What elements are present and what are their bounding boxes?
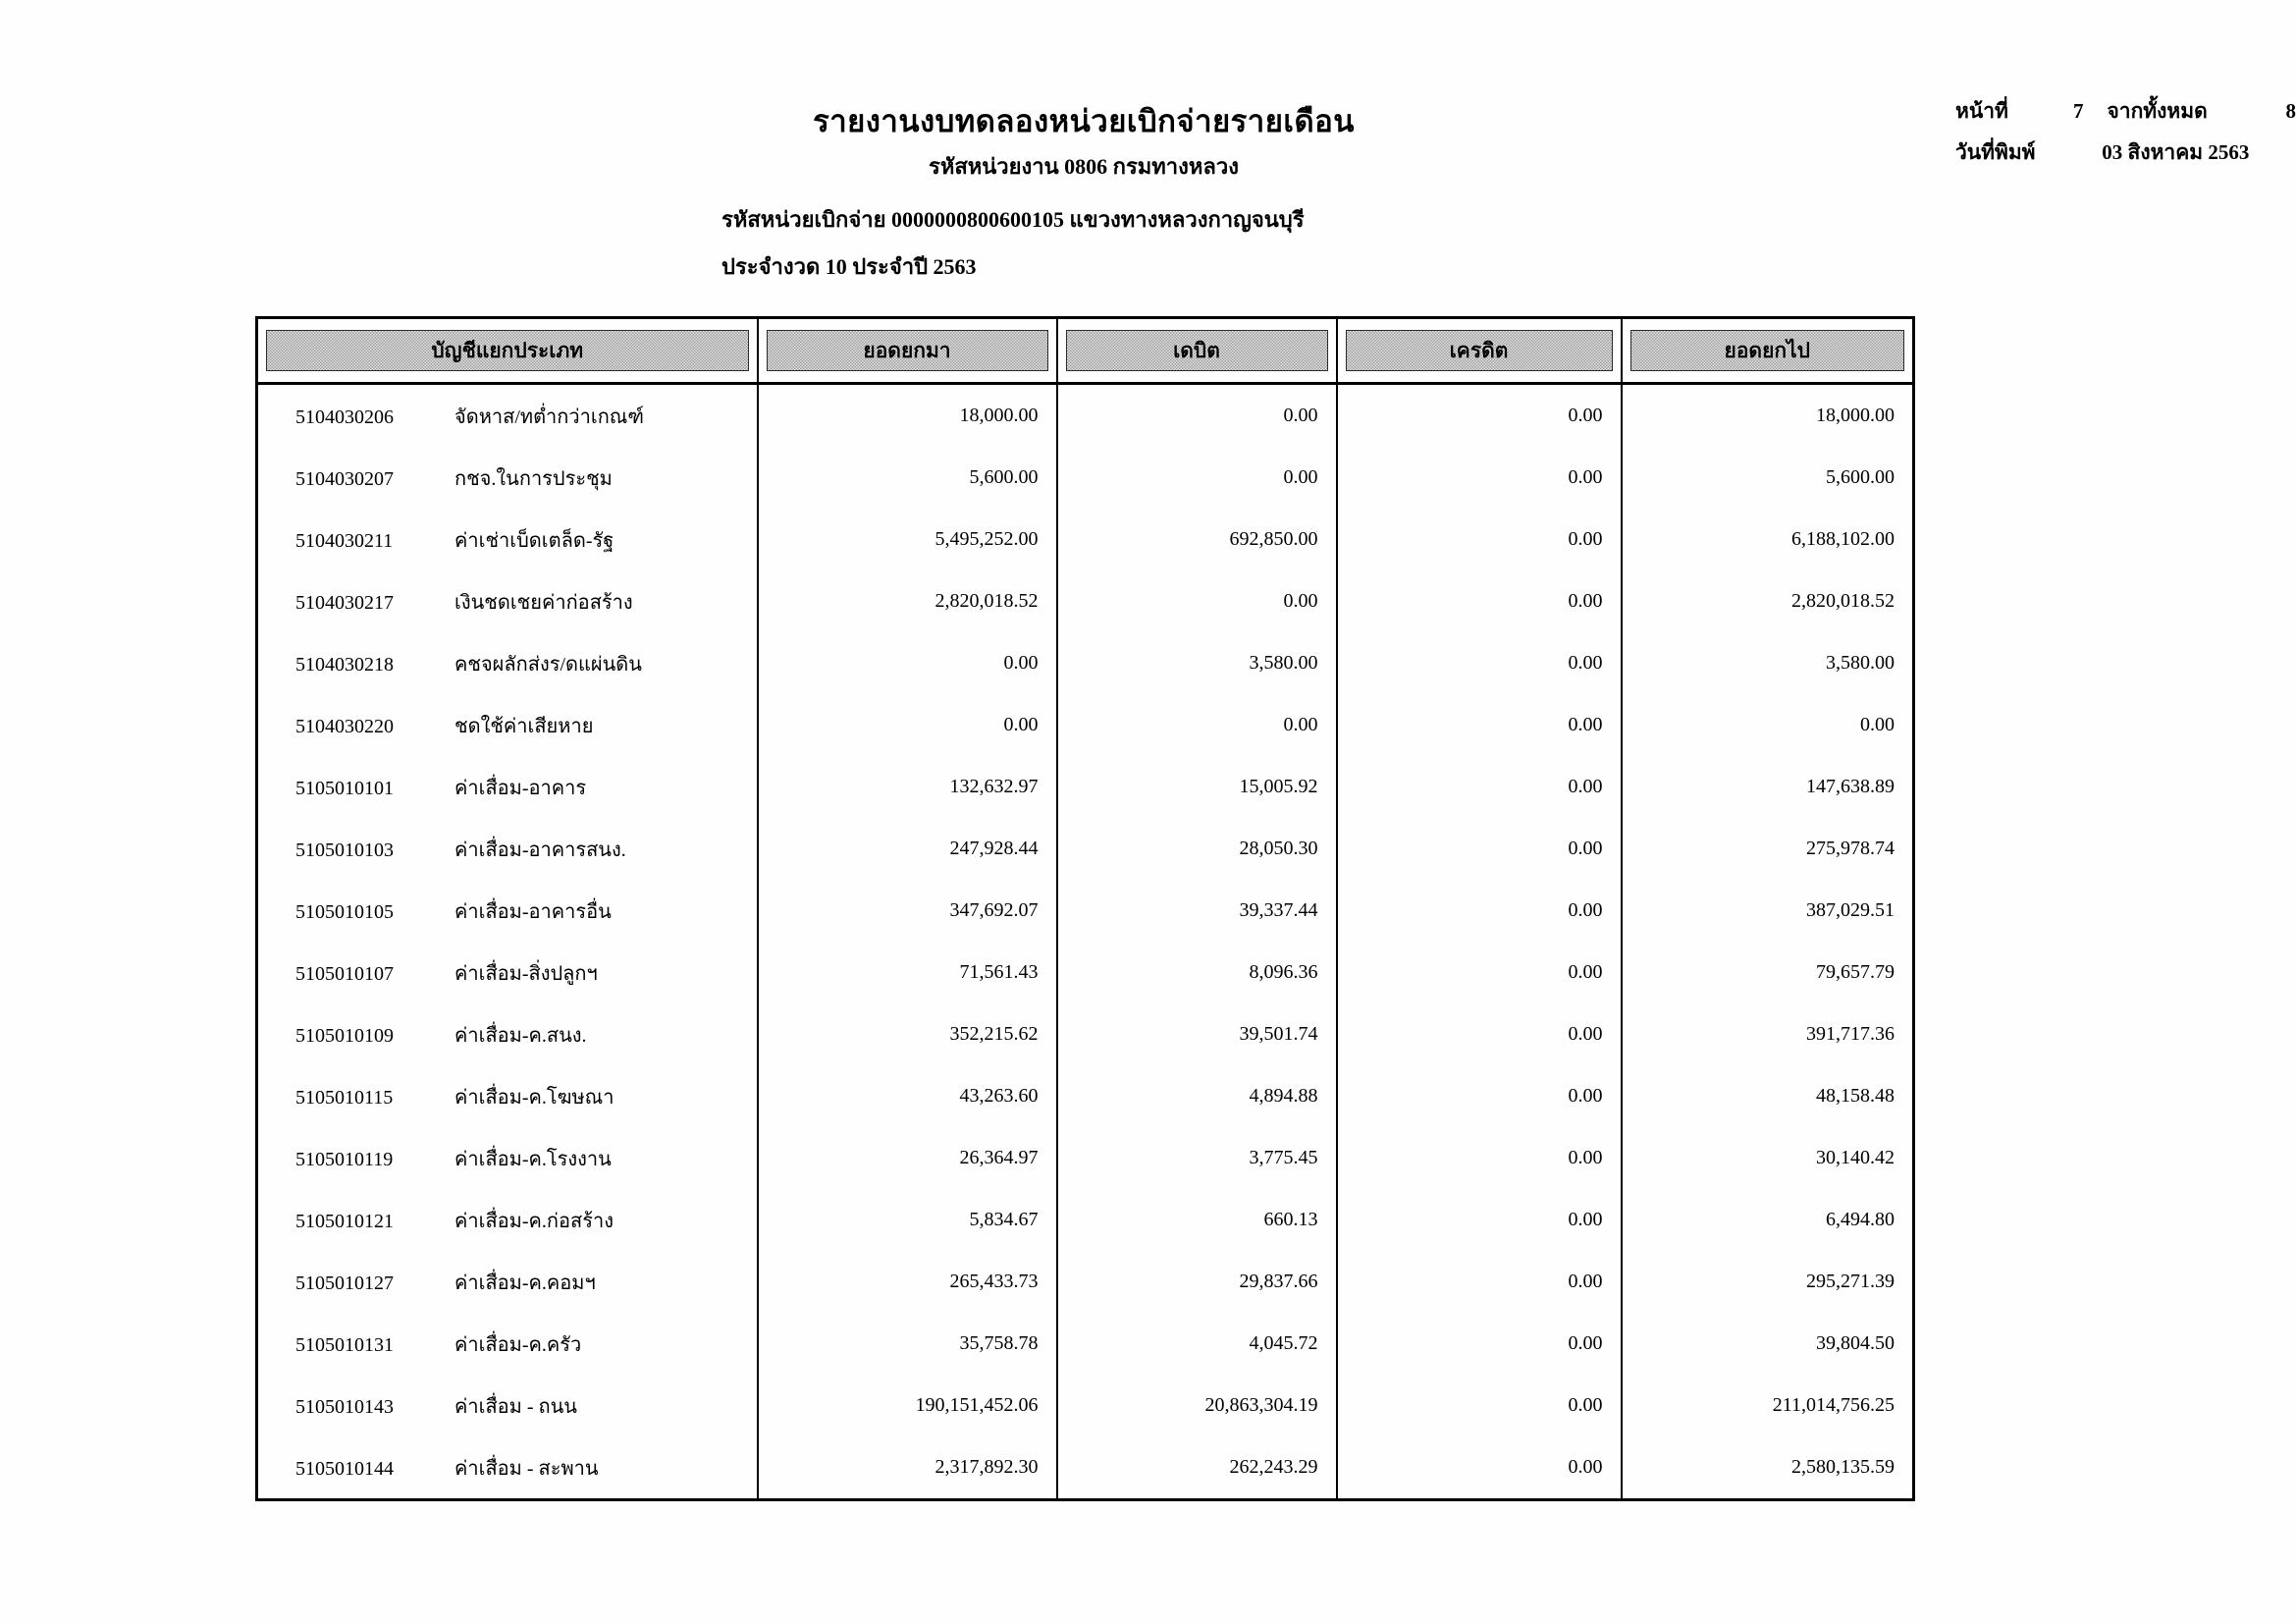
account-code: 5105010103 [295, 839, 394, 861]
account-name: ค่าเสื่อม - สะพาน [454, 1457, 599, 1480]
account-name: กชจ.ในการประชุม [454, 467, 613, 490]
table-row [257, 1313, 1914, 1375]
report-title: รายงานงบทดลองหน่วยเบิกจ่ายรายเดือน [813, 104, 1355, 138]
account-cell [257, 1313, 758, 1375]
account-name: ค่าเสื่อม-อาคาร [454, 777, 587, 799]
table-row [257, 756, 1914, 818]
column-header-label: ยอดยกไป [1630, 330, 1905, 371]
account-cell [257, 1251, 758, 1313]
carried-forward-header [1622, 318, 1914, 384]
credit-value: 0.00 [1337, 818, 1622, 880]
account-cell [257, 1127, 758, 1189]
credit-value: 0.00 [1337, 632, 1622, 694]
table-row [257, 1003, 1914, 1065]
account-cell [257, 384, 758, 448]
brought-forward-value: 132,632.97 [758, 756, 1057, 818]
carried-forward-value: 211,014,756.25 [1622, 1375, 1914, 1436]
account-name: ค่าเช่าเบ็ดเตล็ด-รัฐ [454, 529, 614, 552]
debit-value: 0.00 [1057, 694, 1337, 756]
account-cell [257, 880, 758, 942]
account-name: จัดหาส/ทต่ำกว่าเกณฑ์ [454, 406, 644, 428]
table-row [257, 384, 1914, 448]
account-code: 5105010115 [295, 1086, 394, 1109]
debit-value: 39,501.74 [1057, 1003, 1337, 1065]
page-meta [1955, 90, 2296, 173]
column-header-label: เครดิต [1346, 330, 1613, 371]
carried-forward-value: 6,188,102.00 [1622, 509, 1914, 570]
table-row [257, 880, 1914, 942]
disbursement-unit-line: รหัสหน่วยเบิกจ่าย 0000000800600105 แขวงทางหลวงกาญจนบุรี [721, 207, 1305, 232]
brought-forward-value: 5,600.00 [758, 447, 1057, 509]
account-code: 5105010143 [295, 1395, 394, 1418]
account-code: 5104030211 [295, 529, 394, 552]
ledger-table [255, 316, 1915, 1501]
table-row [257, 942, 1914, 1003]
table-row [257, 1436, 1914, 1500]
account-cell [257, 1065, 758, 1127]
page-number-line [1955, 90, 2296, 132]
account-name: ค่าเสื่อม-ค.สนง. [454, 1024, 587, 1047]
table-row [257, 694, 1914, 756]
account-name: คชจผลักส่งร/ดแผ่นดิน [454, 653, 642, 676]
brought-forward-value: 35,758.78 [758, 1313, 1057, 1375]
column-header-label: บัญชีแยกประเภท [266, 330, 749, 371]
debit-value: 0.00 [1057, 384, 1337, 448]
account-cell [257, 694, 758, 756]
account-code: 5105010144 [295, 1457, 394, 1480]
table-row [257, 1189, 1914, 1251]
account-name: ค่าเสื่อม-ค.ก่อสร้าง [454, 1210, 614, 1232]
debit-header [1057, 318, 1337, 384]
carried-forward-value: 387,029.51 [1622, 880, 1914, 942]
brought-forward-value: 265,433.73 [758, 1251, 1057, 1313]
column-header-label: เดบิต [1066, 330, 1328, 371]
debit-value: 0.00 [1057, 570, 1337, 632]
debit-value: 692,850.00 [1057, 509, 1337, 570]
print-date-line [1955, 132, 2296, 173]
debit-value: 262,243.29 [1057, 1436, 1337, 1500]
carried-forward-value: 30,140.42 [1622, 1127, 1914, 1189]
carried-forward-value: 18,000.00 [1622, 384, 1914, 448]
brought-forward-header [758, 318, 1057, 384]
table-row [257, 632, 1914, 694]
account-code: 5104030206 [295, 406, 394, 428]
account-cell [257, 942, 758, 1003]
credit-value: 0.00 [1337, 447, 1622, 509]
credit-value: 0.00 [1337, 1313, 1622, 1375]
account-cell [257, 1189, 758, 1251]
debit-value: 3,580.00 [1057, 632, 1337, 694]
account-code: 5104030218 [295, 653, 394, 676]
table-row [257, 570, 1914, 632]
carried-forward-value: 5,600.00 [1622, 447, 1914, 509]
account-name: ค่าเสื่อม-สิ่งปลูกฯ [454, 962, 598, 985]
debit-value: 20,863,304.19 [1057, 1375, 1337, 1436]
account-code: 5105010107 [295, 962, 394, 985]
carried-forward-value: 295,271.39 [1622, 1251, 1914, 1313]
credit-value: 0.00 [1337, 756, 1622, 818]
column-header-label: ยอดยกมา [767, 330, 1048, 371]
account-code: 5105010101 [295, 777, 394, 799]
carried-forward-value: 3,580.00 [1622, 632, 1914, 694]
carried-forward-value: 147,638.89 [1622, 756, 1914, 818]
brought-forward-value: 2,820,018.52 [758, 570, 1057, 632]
debit-value: 15,005.92 [1057, 756, 1337, 818]
credit-header [1337, 318, 1622, 384]
account-code: 5105010131 [295, 1333, 394, 1356]
brought-forward-value: 247,928.44 [758, 818, 1057, 880]
account-code: 5105010105 [295, 900, 394, 923]
brought-forward-value: 71,561.43 [758, 942, 1057, 1003]
table-row [257, 1251, 1914, 1313]
agency-code-line: รหัสหน่วยงาน 0806 กรมทางหลวง [929, 154, 1239, 179]
brought-forward-value: 26,364.97 [758, 1127, 1057, 1189]
print-date-label: วันที่พิมพ์ [1955, 140, 2036, 164]
account-cell [257, 1003, 758, 1065]
account-name: ค่าเสื่อม-ค.ครัว [454, 1333, 582, 1356]
credit-value: 0.00 [1337, 880, 1622, 942]
account-cell [257, 1375, 758, 1436]
credit-value: 0.00 [1337, 1127, 1622, 1189]
table-row [257, 1127, 1914, 1189]
account-code: 5104030220 [295, 715, 394, 737]
debit-value: 29,837.66 [1057, 1251, 1337, 1313]
table-row [257, 1065, 1914, 1127]
account-code: 5105010119 [295, 1148, 394, 1170]
account-cell [257, 447, 758, 509]
brought-forward-value: 5,834.67 [758, 1189, 1057, 1251]
carried-forward-value: 6,494.80 [1622, 1189, 1914, 1251]
brought-forward-value: 2,317,892.30 [758, 1436, 1057, 1500]
period-line: ประจำงวด 10 ประจำปี 2563 [721, 254, 977, 279]
table-row [257, 509, 1914, 570]
debit-value: 28,050.30 [1057, 818, 1337, 880]
debit-value: 39,337.44 [1057, 880, 1337, 942]
account-code: 5105010127 [295, 1272, 394, 1294]
debit-value: 660.13 [1057, 1189, 1337, 1251]
debit-value: 4,045.72 [1057, 1313, 1337, 1375]
account-code: 5105010109 [295, 1024, 394, 1047]
brought-forward-value: 43,263.60 [758, 1065, 1057, 1127]
account-name: ค่าเสื่อม-ค.คอมฯ [454, 1272, 596, 1294]
account-name: ชดใช้ค่าเสียหาย [454, 715, 594, 737]
brought-forward-value: 190,151,452.06 [758, 1375, 1057, 1436]
account-cell [257, 756, 758, 818]
carried-forward-value: 275,978.74 [1622, 818, 1914, 880]
account-cell [257, 632, 758, 694]
table-row [257, 1375, 1914, 1436]
account-name: ค่าเสื่อม - ถนน [454, 1395, 577, 1418]
brought-forward-value: 5,495,252.00 [758, 509, 1057, 570]
account-name: ค่าเสื่อม-อาคารอื่น [454, 900, 612, 923]
debit-value: 4,894.88 [1057, 1065, 1337, 1127]
credit-value: 0.00 [1337, 570, 1622, 632]
carried-forward-value: 2,820,018.52 [1622, 570, 1914, 632]
account-code: 5104030207 [295, 467, 394, 490]
credit-value: 0.00 [1337, 1189, 1622, 1251]
credit-value: 0.00 [1337, 1436, 1622, 1500]
page-label: หน้าที่ [1955, 99, 2008, 123]
carried-forward-value: 0.00 [1622, 694, 1914, 756]
credit-value: 0.00 [1337, 1065, 1622, 1127]
account-header [257, 318, 758, 384]
credit-value: 0.00 [1337, 1375, 1622, 1436]
credit-value: 0.00 [1337, 1251, 1622, 1313]
carried-forward-value: 39,804.50 [1622, 1313, 1914, 1375]
carried-forward-value: 48,158.48 [1622, 1065, 1914, 1127]
account-code: 5104030217 [295, 591, 394, 614]
page-number: 7 [2073, 99, 2084, 123]
carried-forward-value: 2,580,135.59 [1622, 1436, 1914, 1500]
table-row [257, 447, 1914, 509]
total-pages-label: จากทั้งหมด [2107, 99, 2208, 123]
credit-value: 0.00 [1337, 1003, 1622, 1065]
account-cell [257, 818, 758, 880]
brought-forward-value: 0.00 [758, 694, 1057, 756]
debit-value: 3,775.45 [1057, 1127, 1337, 1189]
account-cell [257, 570, 758, 632]
table-row [257, 818, 1914, 880]
brought-forward-value: 0.00 [758, 632, 1057, 694]
table-body [257, 384, 1914, 1500]
debit-value: 8,096.36 [1057, 942, 1337, 1003]
carried-forward-value: 391,717.36 [1622, 1003, 1914, 1065]
credit-value: 0.00 [1337, 942, 1622, 1003]
account-cell [257, 509, 758, 570]
carried-forward-value: 79,657.79 [1622, 942, 1914, 1003]
credit-value: 0.00 [1337, 509, 1622, 570]
brought-forward-value: 18,000.00 [758, 384, 1057, 448]
credit-value: 0.00 [1337, 384, 1622, 448]
account-name: ค่าเสื่อม-ค.โรงงาน [454, 1148, 612, 1170]
debit-value: 0.00 [1057, 447, 1337, 509]
table-header-row [257, 318, 1914, 384]
brought-forward-value: 352,215.62 [758, 1003, 1057, 1065]
print-date: 03 สิงหาคม 2563 [2102, 140, 2250, 164]
brought-forward-value: 347,692.07 [758, 880, 1057, 942]
total-pages: 8 [2285, 99, 2296, 123]
account-name: ค่าเสื่อม-ค.โฆษณา [454, 1086, 614, 1109]
credit-value: 0.00 [1337, 694, 1622, 756]
account-name: เงินชดเชยค่าก่อสร้าง [454, 591, 633, 614]
account-name: ค่าเสื่อม-อาคารสนง. [454, 839, 626, 861]
account-code: 5105010121 [295, 1210, 394, 1232]
account-cell [257, 1436, 758, 1500]
